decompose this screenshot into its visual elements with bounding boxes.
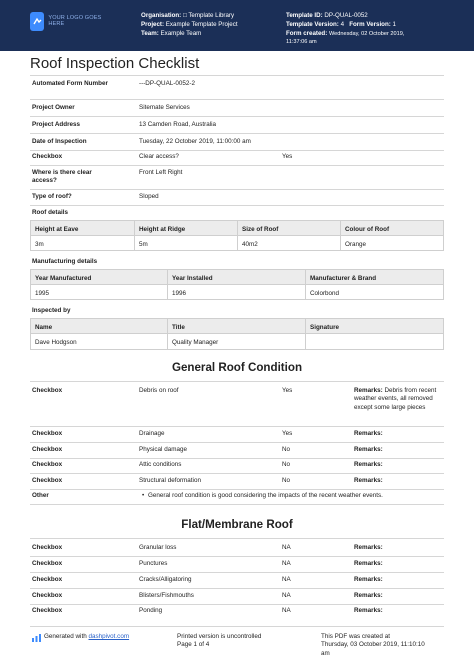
form-created-value-line1: Wednesday, 02 October 2019,	[329, 30, 405, 37]
generated-with	[44, 633, 129, 641]
table-header-cell: Year Manufactured	[31, 270, 168, 284]
row-label: Checkbox	[32, 461, 63, 468]
field-value: Clear access?	[139, 153, 179, 160]
divider	[30, 504, 444, 505]
printed-uncontrolled: Printed version is uncontrolled	[177, 633, 262, 640]
template-version-label: Template Version:	[286, 20, 339, 28]
field-value: Tuesday, 22 October 2019, 11:00:00 am	[139, 138, 251, 145]
remarks-label: Remarks:	[354, 387, 383, 394]
field-label: Checkbox	[32, 153, 63, 160]
table-cell: Orange	[345, 241, 367, 248]
field-label: Where is there clear access?	[32, 169, 92, 185]
manufacturing-header-row	[30, 269, 444, 285]
manufacturing-details-label: Manufacturing details	[32, 258, 98, 265]
row-remarks	[354, 477, 446, 485]
print-notice	[177, 633, 261, 650]
field-value: Sloped	[139, 193, 159, 200]
field-label: Project Owner	[32, 104, 75, 111]
field-value: 13 Camden Road, Australia	[139, 121, 217, 128]
row-label: Checkbox	[32, 607, 63, 614]
organisation-value: Template Library	[188, 12, 235, 19]
divider	[30, 99, 444, 100]
section-heading-general: General Roof Condition	[171, 361, 303, 374]
field-value: ---DP-QUAL-0052-2	[139, 80, 195, 87]
field-label: Type of roof?	[32, 193, 72, 200]
table-cell: 5m	[135, 236, 238, 250]
row-item: Cracks/Alligatoring	[139, 576, 192, 583]
remarks-label: Remarks:	[354, 576, 383, 583]
field-answer: Yes	[282, 153, 293, 160]
logo-shield-icon	[30, 12, 44, 31]
dashpivot-link[interactable]: dashpivot.com	[88, 633, 130, 640]
row-label: Checkbox	[32, 544, 63, 551]
form-created-label: Form created:	[286, 29, 328, 37]
inspected-by-data-row	[30, 333, 444, 350]
row-answer: No	[282, 477, 291, 484]
table-cell: 1996	[168, 285, 306, 299]
row-answer: NA	[282, 592, 291, 599]
remarks-label: Remarks:	[354, 430, 383, 437]
row-answer: NA	[282, 607, 291, 614]
table-cell: 1995	[31, 285, 168, 299]
template-id-label: Template ID:	[286, 12, 323, 19]
created-line1: This PDF was created at	[321, 633, 390, 640]
row-remarks	[354, 446, 446, 454]
row-item: Drainage	[139, 430, 165, 437]
remarks-label: Remarks:	[354, 446, 383, 453]
row-remarks	[354, 461, 446, 469]
row-label: Checkbox	[32, 592, 63, 599]
table-header-cell: Signature	[306, 319, 443, 333]
divider	[30, 572, 444, 573]
remarks-label: Remarks:	[354, 544, 383, 551]
field-label: Automated Form Number	[32, 80, 108, 87]
row-answer: NA	[282, 544, 291, 551]
row-item: Attic conditions	[139, 461, 182, 468]
row-answer: Yes	[282, 430, 293, 437]
team-value: Example Team	[160, 29, 202, 37]
remarks-label: Remarks:	[354, 607, 383, 614]
row-label: Other	[32, 492, 49, 499]
footer-divider	[30, 626, 444, 627]
row-label: Checkbox	[32, 560, 63, 567]
remarks-text: Debris from recent weather events, all removed except some large pieces	[354, 387, 437, 411]
table-cell: Colorbond	[310, 290, 340, 297]
row-label: Checkbox	[32, 477, 63, 484]
remarks-label: Remarks:	[354, 560, 383, 567]
divider	[30, 205, 444, 206]
row-remarks	[354, 430, 446, 438]
inspected-by-header-row	[30, 318, 444, 334]
row-answer: No	[282, 461, 291, 468]
signature-cell	[306, 334, 443, 349]
table-header-cell: Colour of Roof	[341, 221, 443, 235]
row-remarks	[354, 607, 446, 615]
table-header-cell: Year Installed	[168, 270, 306, 284]
page-footer	[0, 626, 474, 670]
template-version-value: 4	[340, 20, 345, 28]
row-answer: No	[282, 446, 291, 453]
divider	[30, 133, 444, 134]
row-item: Debris on roof	[139, 387, 179, 394]
table-cell: Dave Hodgson	[31, 334, 168, 349]
divider	[30, 473, 444, 474]
remarks-label: Remarks:	[354, 477, 383, 484]
form-version-value: 1	[392, 20, 396, 28]
header-template-block	[286, 12, 404, 47]
generated-prefix: Generated with	[44, 633, 87, 640]
organisation-label: Organisation:	[141, 12, 182, 19]
table-header-cell: Title	[168, 319, 306, 333]
table-header-cell: Manufacturer & Brand	[306, 270, 443, 284]
table-header-cell: Size of Roof	[238, 221, 341, 235]
table-cell: 3m	[31, 236, 135, 250]
form-version-label: Form Version:	[349, 20, 391, 28]
form-created-value-line2: 11:37:06 am	[286, 39, 317, 46]
divider	[30, 426, 444, 427]
logo-text: YOUR LOGO GOES HERE	[48, 15, 102, 27]
row-remarks	[354, 560, 446, 568]
remarks-label: Remarks:	[354, 461, 383, 468]
divider	[30, 556, 444, 557]
row-remarks	[354, 576, 446, 584]
row-label: Checkbox	[32, 430, 63, 437]
row-item: Granular loss	[139, 544, 177, 551]
row-item: Physical damage	[139, 446, 187, 453]
remarks-label: Remarks:	[354, 592, 383, 599]
table-header-cell: Height at Eave	[31, 221, 135, 235]
row-item: Blisters/Fishmouths	[139, 592, 194, 599]
row-answer: Yes	[282, 387, 293, 394]
created-line3: am	[321, 649, 330, 657]
field-label: Project Address	[32, 121, 81, 128]
divider	[30, 604, 444, 605]
other-bullet-text: • General roof condition is good considering the impacts of the recent weather events.	[148, 492, 448, 500]
pdf-created	[321, 633, 449, 658]
page-number: Page 1 of 4	[177, 641, 210, 649]
roof-details-data-row	[30, 235, 444, 251]
divider	[30, 116, 444, 117]
row-label: Checkbox	[32, 576, 63, 583]
divider	[30, 381, 444, 382]
row-label: Checkbox	[32, 387, 63, 394]
divider	[30, 538, 444, 539]
row-item: Structural deformation	[139, 477, 201, 484]
roof-details-header-row	[30, 220, 444, 236]
divider	[30, 165, 444, 166]
roof-details-label: Roof details	[32, 209, 69, 216]
row-answer: NA	[282, 576, 291, 583]
row-remarks	[354, 592, 446, 600]
manufacturing-data-row	[30, 284, 444, 300]
divider	[30, 458, 444, 459]
row-label: Checkbox	[32, 446, 63, 453]
field-value: Sitemate Services	[139, 104, 190, 111]
divider	[30, 588, 444, 589]
divider	[30, 150, 444, 151]
row-item: Punctures	[139, 560, 168, 567]
divider	[30, 442, 444, 443]
table-cell: Quality Manager	[168, 334, 306, 349]
row-remarks	[354, 544, 446, 552]
row-answer: NA	[282, 560, 291, 567]
table-header-cell: Height at Ridge	[135, 221, 238, 235]
divider	[30, 189, 444, 190]
created-line2: Thursday, 03 October 2019, 11:10:10	[321, 641, 425, 649]
title-divider	[30, 75, 444, 76]
page-title: Roof Inspection Checklist	[30, 55, 200, 72]
template-id-value: DP-QUAL-0052	[324, 12, 368, 19]
company-logo	[30, 9, 116, 33]
header-org-block	[141, 12, 238, 38]
page-header	[0, 0, 474, 51]
divider	[30, 489, 444, 490]
team-label: Team:	[141, 29, 159, 37]
field-label: Date of Inspection	[32, 138, 87, 145]
project-value: Example Template Project	[165, 20, 238, 28]
row-remarks	[354, 387, 446, 412]
section-heading-membrane: Flat/Membrane Roof	[181, 518, 293, 531]
row-item: Ponding	[139, 607, 163, 614]
inspected-by-label: Inspected by	[32, 307, 71, 314]
table-header-cell: Name	[31, 319, 168, 333]
project-label: Project:	[141, 20, 165, 28]
table-cell: 40m2	[238, 236, 341, 250]
organisation-icon: □	[182, 12, 187, 19]
field-value: Front Left Right	[139, 169, 183, 176]
bar-chart-icon	[32, 634, 41, 642]
